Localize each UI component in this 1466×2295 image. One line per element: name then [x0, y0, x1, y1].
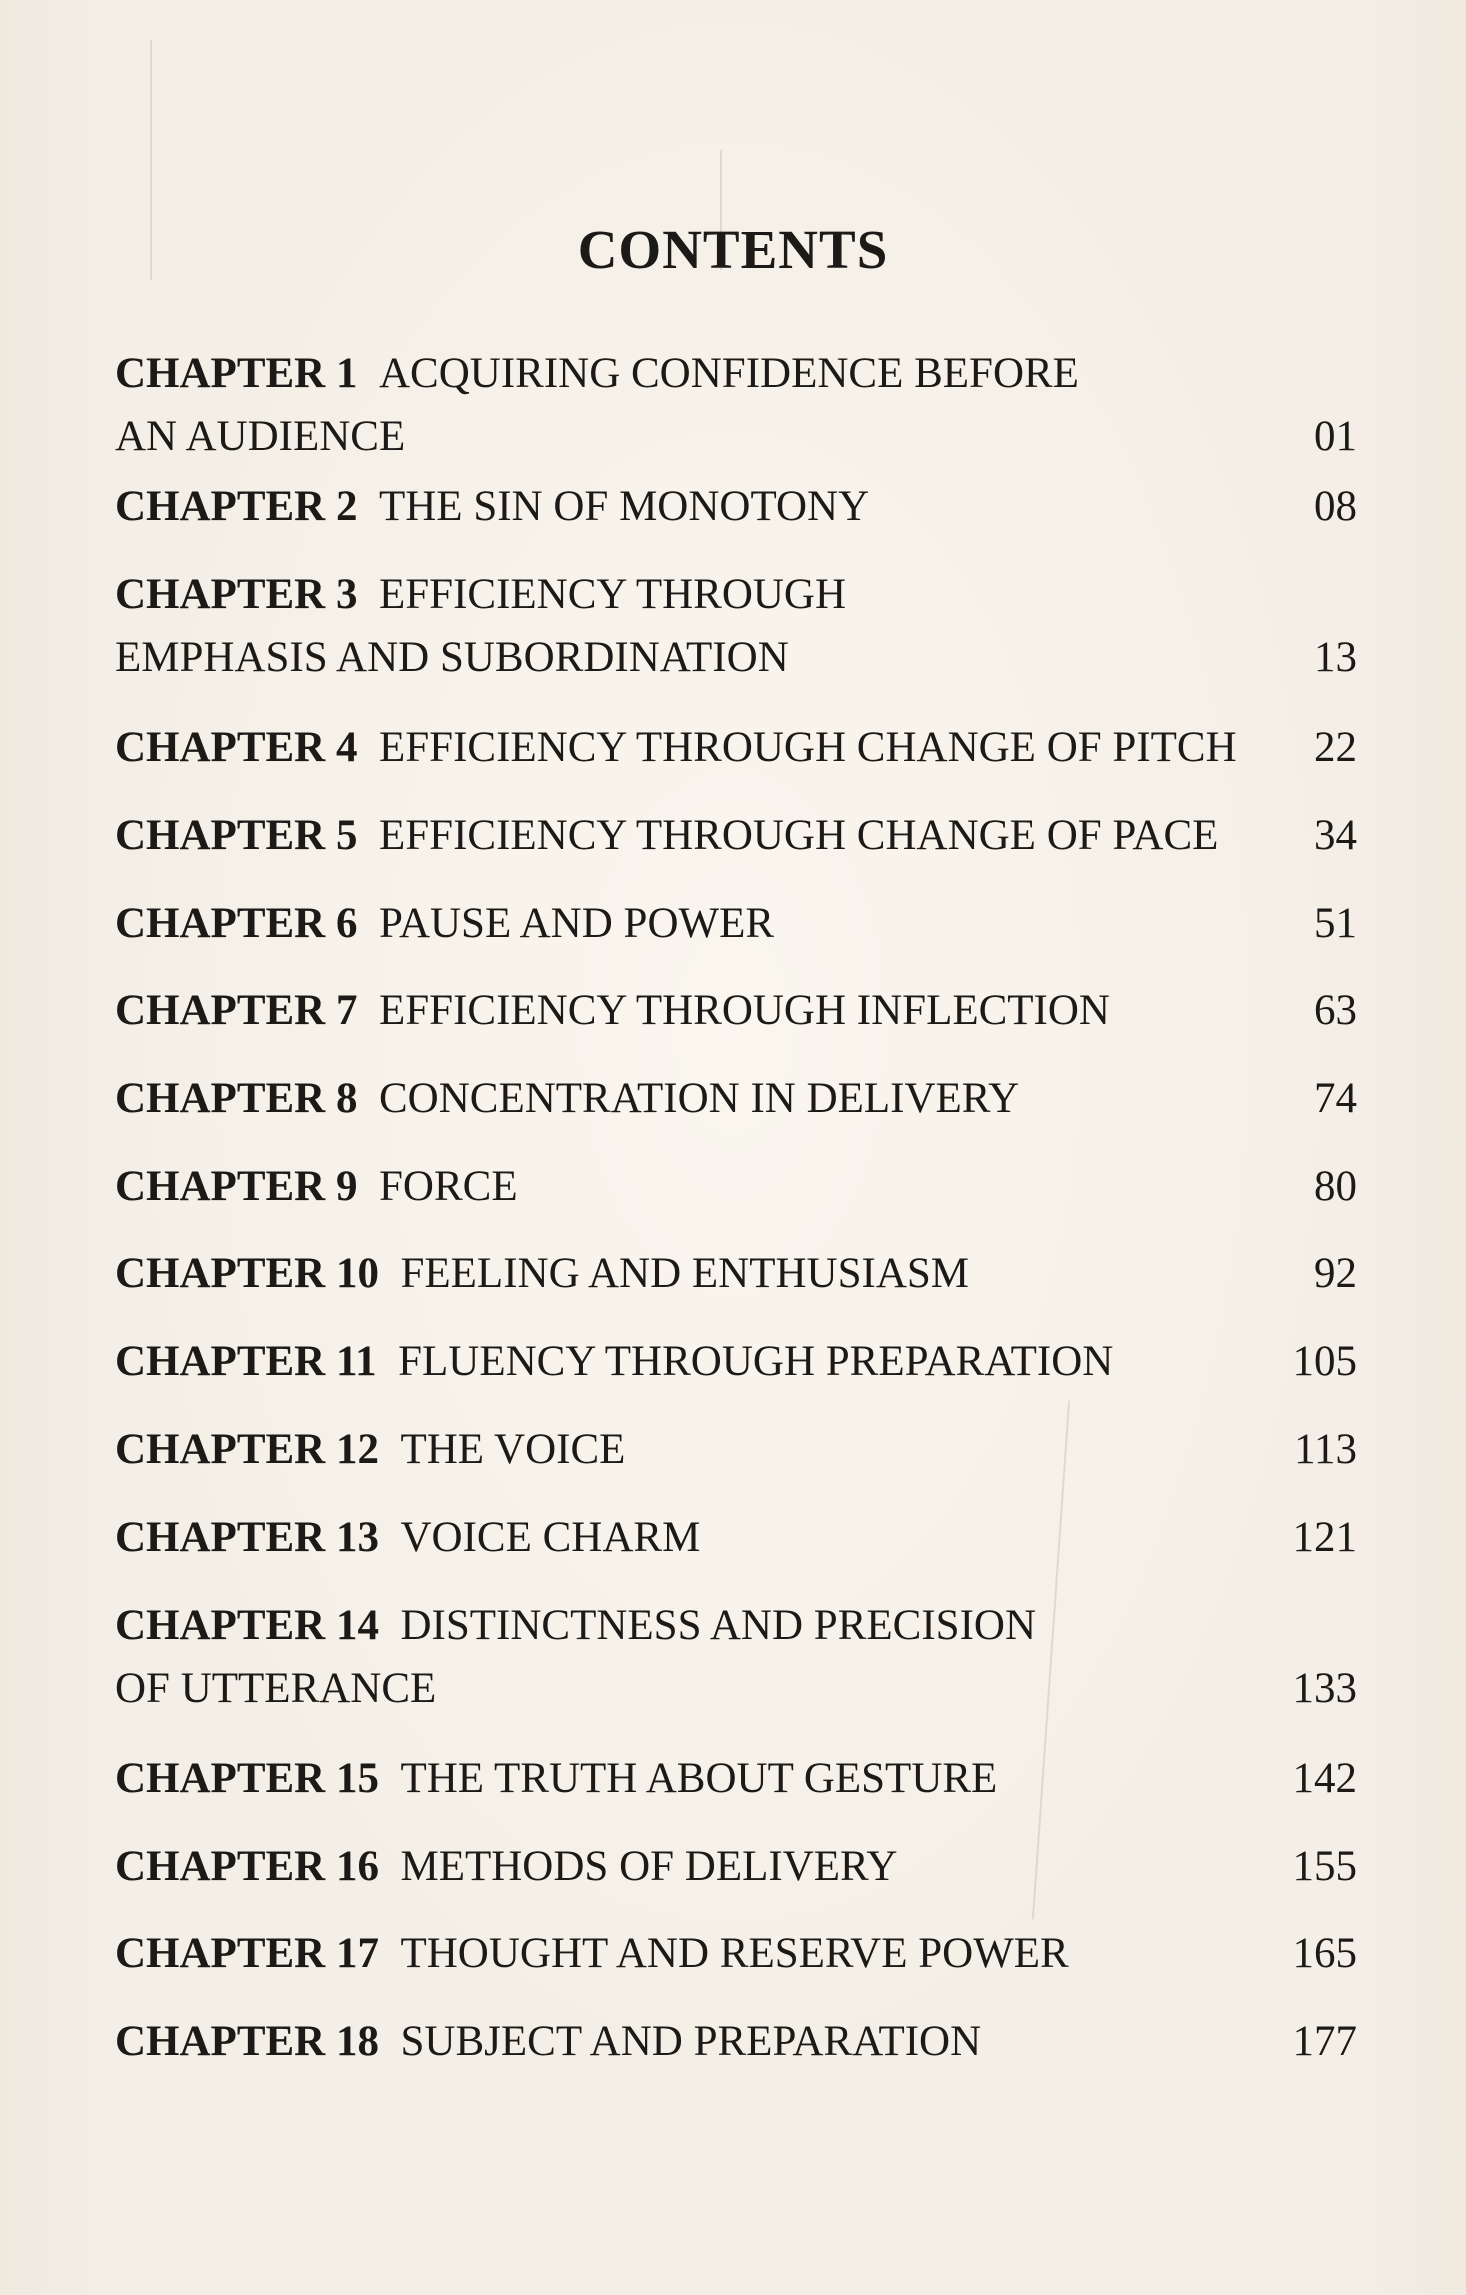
chapter-title-text: OF UTTERANCE [115, 1665, 437, 1712]
toc-entry [115, 2010, 1357, 2073]
chapter-title-text: EFFICIENCY THROUGH [378, 571, 847, 618]
chapter-number: CHAPTER 10 [115, 1250, 379, 1297]
page-number: 34 [1314, 812, 1357, 859]
chapter-title-text: CONCENTRATION IN DELIVERY [378, 1075, 1020, 1122]
chapter-number: CHAPTER 12 [115, 1426, 379, 1473]
chapter-title-text: VOICE CHARM [400, 1514, 701, 1561]
toc-entry [115, 1067, 1357, 1130]
chapter-title-text: DISTINCTNESS AND PRECISION [400, 1602, 1036, 1649]
chapter-title-text: EFFICIENCY THROUGH INFLECTION [378, 987, 1110, 1034]
toc-entry [115, 342, 1357, 468]
toc-entry-line [115, 1330, 1357, 1393]
toc-entry-line [115, 892, 1357, 955]
chapter-title-text: EFFICIENCY THROUGH CHANGE OF PACE [378, 812, 1219, 859]
toc-entry-line [115, 1067, 1357, 1130]
chapter-number: CHAPTER 4 [115, 724, 358, 771]
chapter-title-text: FEELING AND ENTHUSIASM [400, 1250, 970, 1297]
chapter-number: CHAPTER 6 [115, 900, 358, 947]
chapter-number: CHAPTER 2 [115, 483, 358, 530]
chapter-number: CHAPTER 17 [115, 1930, 379, 1977]
toc-entry-line [115, 1506, 1357, 1569]
table-of-contents [115, 0, 1357, 2295]
toc-entry-line [115, 1922, 1357, 1985]
page-number: 142 [1292, 1755, 1357, 1802]
chapter-title-text: THE SIN OF MONOTONY [378, 483, 870, 530]
toc-entry [115, 979, 1357, 1042]
toc-entry-line [115, 626, 1357, 689]
toc-entry [115, 1506, 1357, 1569]
chapter-number: CHAPTER 5 [115, 812, 358, 859]
toc-entry [115, 1330, 1357, 1393]
toc-entry [115, 1594, 1357, 1720]
chapter-title-text: EMPHASIS AND SUBORDINATION [115, 634, 789, 681]
toc-entry [115, 1747, 1357, 1810]
toc-entry-line [115, 804, 1357, 867]
chapter-title-text: AN AUDIENCE [115, 413, 406, 460]
toc-entry [115, 716, 1357, 779]
chapter-title-text: THE VOICE [400, 1426, 626, 1473]
chapter-number: CHAPTER 18 [115, 2018, 379, 2065]
page-number: 80 [1314, 1163, 1357, 1210]
toc-entry [115, 892, 1357, 955]
page-number: 105 [1292, 1338, 1357, 1385]
toc-entry-line [115, 1418, 1357, 1481]
chapter-number: CHAPTER 8 [115, 1075, 358, 1122]
chapter-title-text: SUBJECT AND PREPARATION [400, 2018, 982, 2065]
page-title: CONTENTS [577, 219, 889, 280]
toc-entry-line [115, 2010, 1357, 2073]
page-number: 13 [1314, 634, 1357, 681]
page-number: 113 [1294, 1426, 1357, 1473]
page-number: 63 [1314, 987, 1357, 1034]
toc-entry [115, 563, 1357, 689]
toc-entry [115, 1155, 1357, 1218]
toc-entry [115, 475, 1357, 538]
toc-entry [115, 804, 1357, 867]
chapter-title-text: THE TRUTH ABOUT GESTURE [400, 1755, 998, 1802]
toc-entry-line [115, 716, 1357, 779]
chapter-title-text: FLUENCY THROUGH PREPARATION [398, 1338, 1114, 1385]
toc-entry [115, 1922, 1357, 1985]
toc-entry-line [115, 405, 1357, 468]
toc-entry-line [115, 1835, 1357, 1898]
toc-entry-line [115, 979, 1357, 1042]
toc-entry-line [115, 475, 1357, 538]
toc-entry-line [115, 1242, 1357, 1305]
chapter-number: CHAPTER 13 [115, 1514, 379, 1561]
page-number: 74 [1314, 1075, 1357, 1122]
page-number: 177 [1292, 2018, 1357, 2065]
page-number: 22 [1314, 724, 1357, 771]
chapter-number: CHAPTER 14 [115, 1602, 379, 1649]
toc-entry-line [115, 342, 1357, 405]
page-number: 155 [1292, 1843, 1357, 1890]
chapter-title-text: EFFICIENCY THROUGH CHANGE OF PITCH [378, 724, 1237, 771]
chapter-title-text: PAUSE AND POWER [378, 900, 775, 947]
toc-entry [115, 1242, 1357, 1305]
chapter-title-text: METHODS OF DELIVERY [400, 1843, 898, 1890]
page-number: 92 [1314, 1250, 1357, 1297]
toc-entry [115, 1418, 1357, 1481]
chapter-number: CHAPTER 1 [115, 350, 358, 397]
toc-entry [115, 1835, 1357, 1898]
chapter-title-text: FORCE [378, 1163, 518, 1210]
chapter-number: CHAPTER 11 [115, 1338, 377, 1385]
page-number: 165 [1292, 1930, 1357, 1977]
chapter-title-text: ACQUIRING CONFIDENCE BEFORE [378, 350, 1079, 397]
page-number: 51 [1314, 900, 1357, 947]
toc-entry-line [115, 1594, 1357, 1657]
chapter-number: CHAPTER 3 [115, 571, 358, 618]
chapter-number: CHAPTER 16 [115, 1843, 379, 1890]
toc-entry-line [115, 1155, 1357, 1218]
page-number: 133 [1292, 1665, 1357, 1712]
toc-entry-line [115, 1747, 1357, 1810]
page-number: 121 [1292, 1514, 1357, 1561]
chapter-number: CHAPTER 15 [115, 1755, 379, 1802]
page-number: 01 [1314, 413, 1357, 460]
chapter-number: CHAPTER 7 [115, 987, 358, 1034]
toc-entry-line [115, 563, 1357, 626]
chapter-title-text: THOUGHT AND RESERVE POWER [400, 1930, 1069, 1977]
page-number: 08 [1314, 483, 1357, 530]
toc-entry-line [115, 1657, 1357, 1720]
chapter-number: CHAPTER 9 [115, 1163, 358, 1210]
